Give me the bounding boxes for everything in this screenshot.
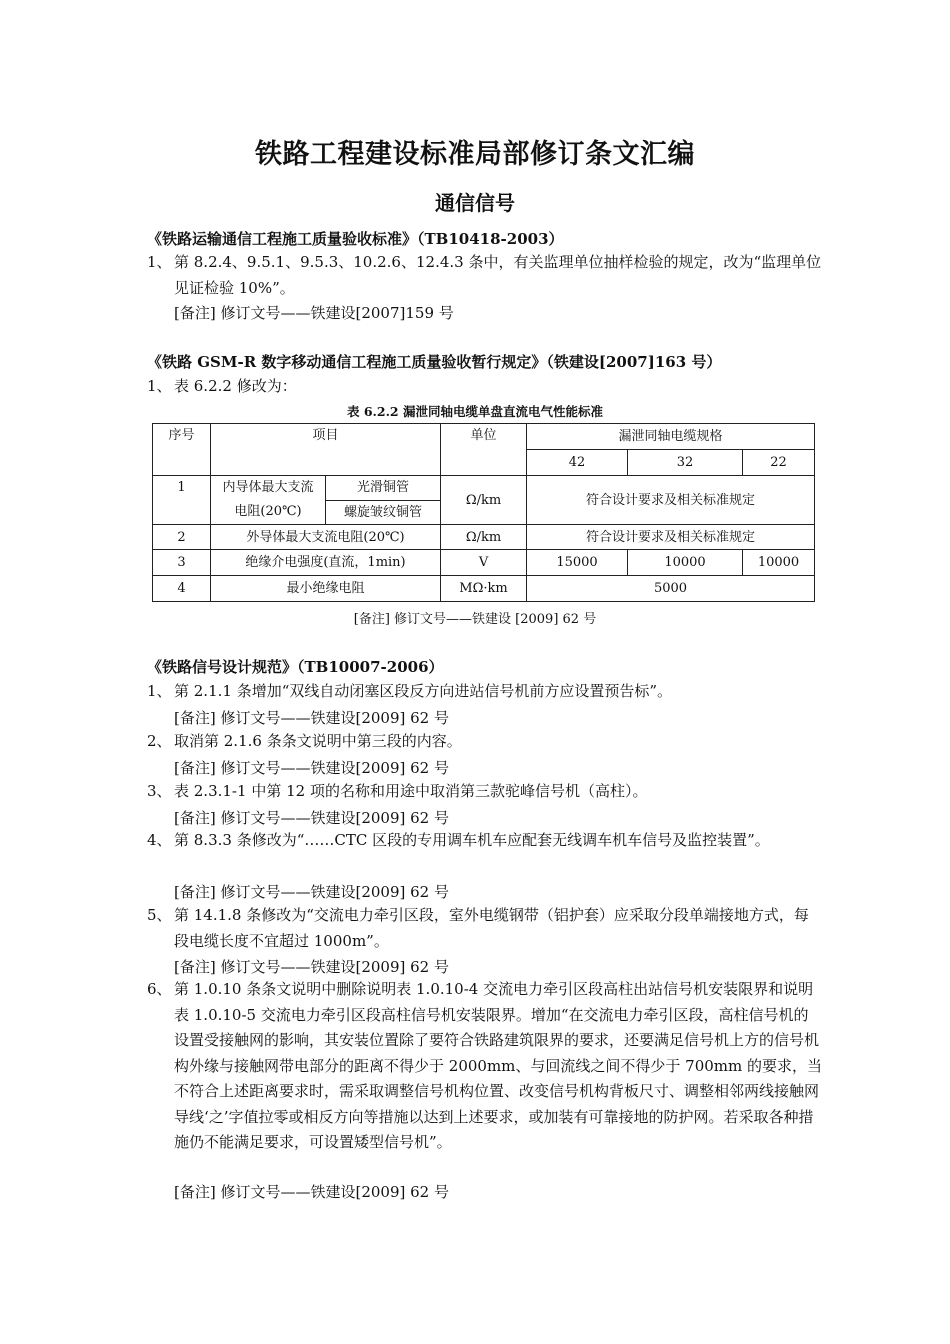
list-item [147, 729, 822, 755]
row-unit: Ω/km [441, 525, 527, 550]
row-value: 15000 [527, 550, 628, 576]
item-text: 表 6.2.2 修改为： [174, 377, 297, 395]
list-item [147, 374, 822, 400]
row-seq: 1 [153, 476, 211, 525]
item-number: 3、 [147, 782, 172, 800]
section-heading: 《铁路 GSM-R 数字移动通信工程施工质量验收暂行规定》（铁建设[2007]163 号） [147, 353, 722, 371]
item-note: [备注] 修订文号——铁建设[2009] 62 号 [174, 1183, 449, 1201]
header-size-32: 32 [628, 450, 743, 476]
list-item [147, 679, 822, 705]
header-seq: 序号 [153, 424, 211, 476]
row-subitem: 螺旋皱纹铜管 [326, 500, 441, 525]
item-text: 第 1.0.10 条条文说明中删除说明表 1.0.10-4 交流电力牵引区段高柱出站信号机安装限界和说明表 1.0.10-5 交流电力牵引区段高柱信号机安装限界。增加“在交流电力牵引区段，高柱信号机的设置受接触网的影响，其安装位置除了要符合铁路建筑限界的要求，还要满足信号机上方的信号机构外缘与接触网带电部分的距离不得少于 2000mm、与回流线之间不得少于 700mm 的要求，当不符合上述距离要求时，需采取调整信号机构位置、改变信号机构背板尺寸、调整相邻两线接触网导线‘之’字值拉零或相反方向等措施以达到上述要求，或加装有可靠接地的防护网。若采取各种措施仍不能满足要求，可设置矮型信号机”。 [174, 980, 823, 1151]
row-item: 最小绝缘电阻 [211, 576, 441, 602]
header-size-22: 22 [743, 450, 815, 476]
row-value: 10000 [628, 550, 743, 576]
row-unit: V [441, 550, 527, 576]
item-number: 1、 [147, 682, 172, 700]
list-item [147, 779, 822, 805]
table-caption: 表 6.2.2 漏泄同轴电缆单盘直流电气性能标准 [346, 404, 603, 419]
header-item: 项目 [211, 424, 441, 476]
list-item [147, 250, 822, 301]
spec-table [152, 423, 815, 602]
list-item [147, 828, 822, 854]
item-text: 取消第 2.1.6 条条文说明中第三段的内容。 [174, 732, 462, 750]
item-note: [备注] 修订文号——铁建设[2009] 62 号 [174, 958, 449, 976]
page-title: 铁路工程建设标准局部修订条文汇编 [255, 139, 695, 170]
row-seq: 2 [153, 525, 211, 550]
item-text: 第 8.3.3 条修改为“……CTC 区段的专用调车机车应配套无线调车机车信号及监控装置”。 [174, 831, 770, 849]
item-note: [备注] 修订文号——铁建设[2007]159 号 [174, 304, 454, 322]
row-seq: 3 [153, 550, 211, 576]
item-number: 6、 [147, 980, 172, 998]
item-note: [备注] 修订文号——铁建设[2009] 62 号 [174, 883, 449, 901]
row-item: 绝缘介电强度(直流，1min) [211, 550, 441, 576]
row-unit: Ω/km [441, 476, 527, 525]
item-number: 1、 [147, 377, 172, 395]
row-value: 5000 [527, 576, 815, 602]
row-item: 外导体最大支流电阻(20℃) [211, 525, 441, 550]
row-subitem: 光滑铜管 [326, 476, 441, 501]
header-spec: 漏泄同轴电缆规格 [527, 424, 815, 450]
item-text: 第 2.1.1 条增加“双线自动闭塞区段反方向进站信号机前方应设置预告标”。 [174, 682, 673, 700]
section-heading: 《铁路运输通信工程施工质量验收标准》（TB10418-2003） [147, 230, 564, 248]
row-seq: 4 [153, 576, 211, 602]
list-item [147, 977, 822, 1156]
row-item: 内导体最大支流电阻(20℃) [211, 476, 326, 525]
item-note: [备注] 修订文号——铁建设[2009] 62 号 [174, 709, 449, 727]
header-size-42: 42 [527, 450, 628, 476]
item-text: 第 14.1.8 条修改为“交流电力牵引区段，室外电缆钢带（铝护套）应采取分段单端接地方式，每段电缆长度不宜超过 1000m”。 [174, 906, 809, 950]
row-value: 10000 [743, 550, 815, 576]
list-item [147, 903, 822, 954]
section-heading: 《铁路信号设计规范》（TB10007-2006） [147, 658, 444, 676]
item-number: 4、 [147, 831, 172, 849]
item-text: 第 8.2.4、9.5.1、9.5.3、10.2.6、12.4.3 条中，有关监理单位抽样检验的规定，改为“监理单位见证检验 10%”。 [174, 253, 822, 297]
row-unit: MΩ·km [441, 576, 527, 602]
table-note: [备注] 修订文号——铁建设 [2009] 62 号 [353, 612, 597, 627]
item-number: 5、 [147, 906, 172, 924]
row-value: 符合设计要求及相关标准规定 [527, 525, 815, 550]
item-number: 2、 [147, 732, 172, 750]
header-unit: 单位 [441, 424, 527, 476]
item-note: [备注] 修订文号——铁建设[2009] 62 号 [174, 809, 449, 827]
item-number: 1、 [147, 253, 172, 271]
row-value: 符合设计要求及相关标准规定 [527, 476, 815, 525]
item-note: [备注] 修订文号——铁建设[2009] 62 号 [174, 759, 449, 777]
page-subtitle: 通信信号 [435, 191, 515, 215]
item-text: 表 2.3.1-1 中第 12 项的名称和用途中取消第三款驼峰信号机（高柱）。 [174, 782, 648, 800]
